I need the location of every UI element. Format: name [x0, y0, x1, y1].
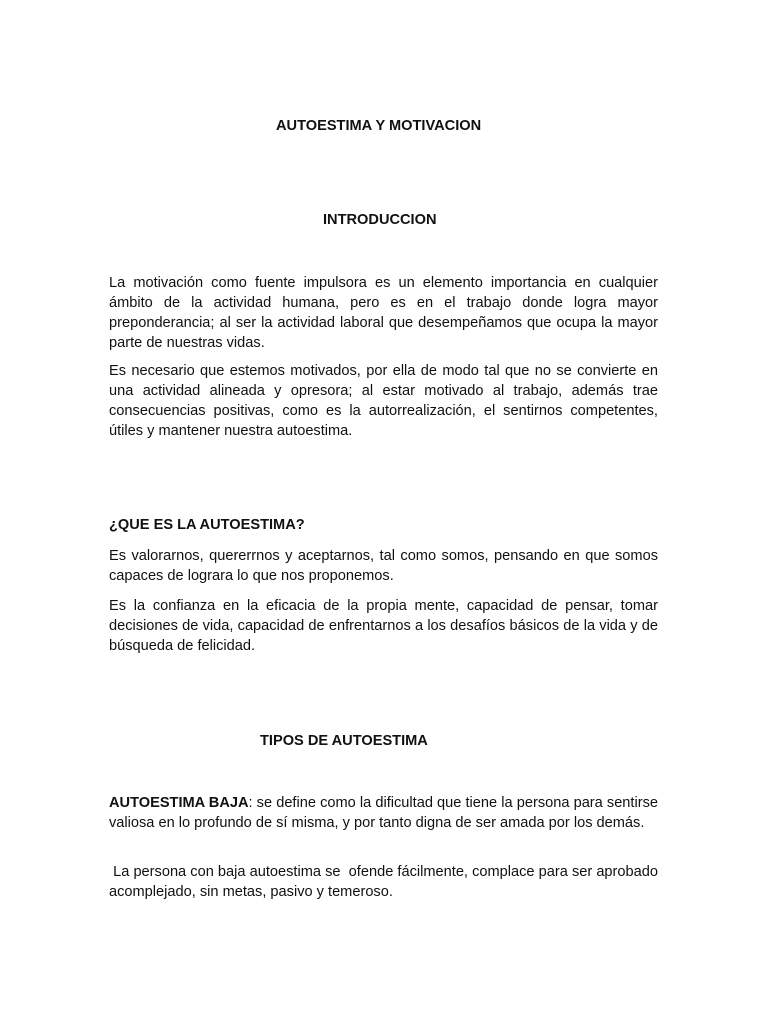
autoestima-baja-label: AUTOESTIMA BAJA: [109, 795, 249, 811]
autoestima-baja-definition: : se define como la dificultad que tiene la persona para sentirse valiosa en lo profundo de sí misma, y por tanto digna de ser amada por los demás.: [109, 795, 658, 831]
autoestima-baja-paragraph: [109, 793, 658, 833]
introduction-paragraph-1: La motivación como fuente impulsora es un elemento importancia en cualquier ámbito de la actividad humana, pero es en el trabajo donde logra mayor preponderancia; al ser la actividad laboral que desempeñamos que ocupa la mayor parte de nuestras vidas.: [109, 275, 658, 351]
que-es-paragraph-1: Es valorarnos, quererrnos y aceptarnos, tal como somos, pensando en que somos capaces de lograra lo que nos proponemos.: [109, 548, 658, 584]
autoestima-baja-paragraph-2: La persona con baja autoestima se ofende fácilmente, complace para ser aprobado acomplejado, sin metas, pasivo y temeroso.: [109, 864, 663, 900]
que-es-paragraph-2: Es la confianza en la eficacia de la propia mente, capacidad de pensar, tomar decisiones de vida, capacidad de enfrentarnos a los desafíos básicos de la vida y de búsqueda de felicidad.: [109, 598, 658, 654]
document-title: AUTOESTIMA Y MOTIVACION: [276, 118, 482, 134]
introduction-paragraph-2: Es necesario que estemos motivados, por ella de modo tal que no se convierte en una actividad alineada y opresora; al estar motivado al trabajo, además trae consecuencias positivas, como es la autorrealización, el sentirnos competentes, útiles y mantener nuestra autoestima.: [109, 363, 658, 439]
section-heading-que-es: ¿QUE ES LA AUTOESTIMA?: [109, 517, 305, 533]
section-heading-introduction: INTRODUCCION: [323, 212, 437, 228]
section-heading-tipos: TIPOS DE AUTOESTIMA: [260, 733, 428, 749]
